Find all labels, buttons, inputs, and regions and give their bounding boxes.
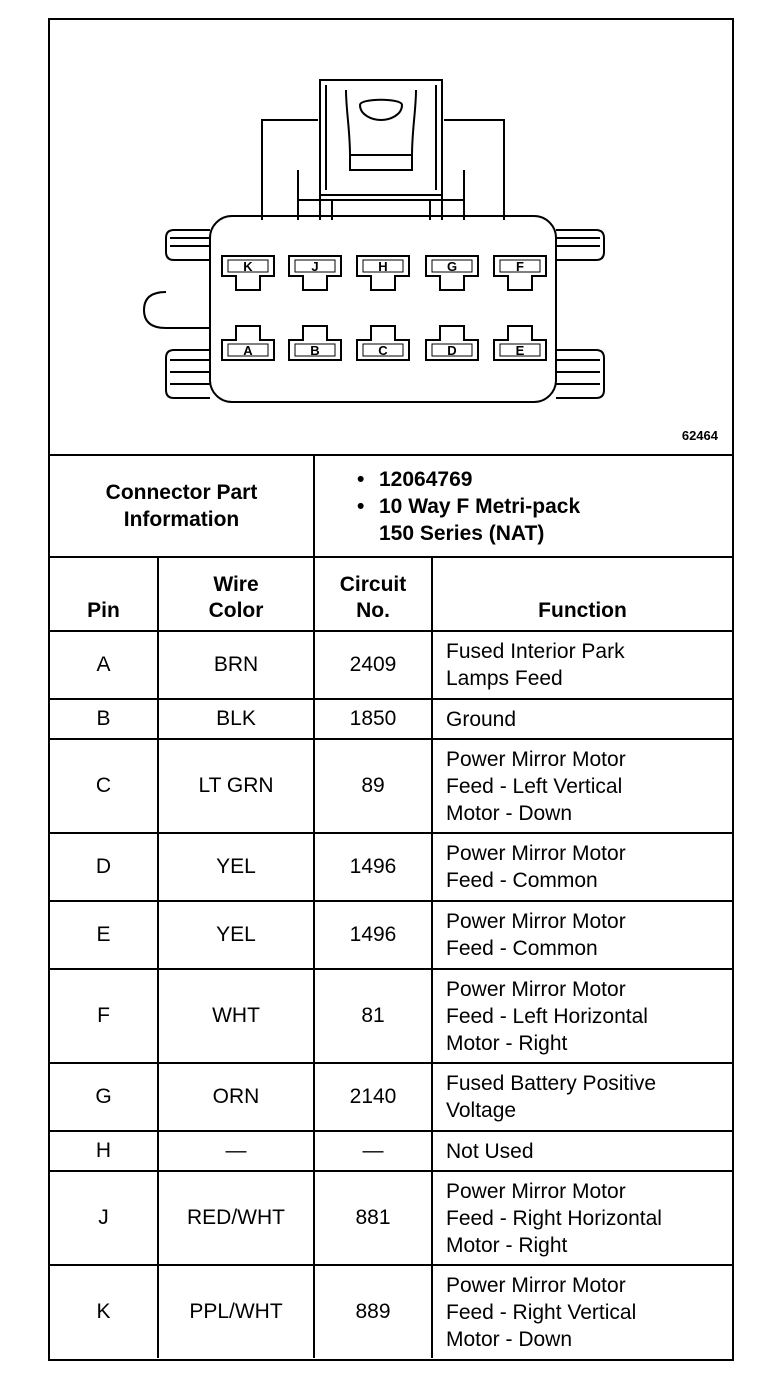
function-line: Power Mirror Motor: [446, 977, 626, 1001]
pin-label-e: E: [515, 343, 525, 358]
wire-color-cell: ORN: [158, 1063, 314, 1131]
function-line: Power Mirror Motor: [446, 842, 626, 865]
header-function: Function: [432, 557, 732, 631]
function-line: Power Mirror Motor: [446, 747, 626, 771]
circuit-cell: 1496: [314, 833, 432, 901]
circuit-cell: 2409: [314, 631, 432, 699]
pin-row-c: [50, 739, 732, 833]
circuit-cell: 1850: [314, 699, 432, 739]
function-line: Feed - Common: [446, 869, 598, 892]
function-line: Fused Battery Positive: [446, 1072, 657, 1095]
function-line: Motor - Right: [446, 1233, 568, 1257]
pin-label-d: D: [447, 343, 457, 358]
function-cell: [432, 1063, 732, 1131]
circuit-cell: 881: [314, 1171, 432, 1265]
pinout-table: [50, 456, 732, 1358]
circuit-cell: —: [314, 1131, 432, 1171]
pin-label-k: K: [243, 259, 253, 274]
pin-cell: E: [50, 901, 158, 969]
pin-label-h: H: [378, 259, 388, 274]
pin-label-a: A: [243, 343, 253, 358]
function-line: Lamps Feed: [446, 667, 563, 690]
function-line: Feed - Right Horizontal: [446, 1206, 662, 1230]
function-cell: [432, 833, 732, 901]
part-info-label-line1: Connector Part: [105, 481, 258, 504]
function-cell: [432, 969, 732, 1063]
function-cell: [432, 739, 732, 833]
part-info-row: [50, 456, 732, 557]
pin-cell: H: [50, 1131, 158, 1171]
connector-type-line1: 10 Way F Metri-pack: [379, 494, 581, 518]
header-wire-color: Wire Color: [158, 557, 314, 631]
pin-cell: F: [50, 969, 158, 1063]
function-line: Power Mirror Motor: [446, 910, 626, 933]
pin-row-g: [50, 1063, 732, 1131]
pin-row-j: [50, 1171, 732, 1265]
pin-label-b: B: [310, 343, 320, 358]
top-pin-row: [222, 256, 546, 290]
bullet-icon: •: [357, 494, 365, 518]
pin-row-k: [50, 1265, 732, 1358]
function-line: Feed - Left Vertical: [446, 774, 623, 798]
wire-color-cell: PPL/WHT: [158, 1265, 314, 1358]
circuit-cell: 2140: [314, 1063, 432, 1131]
header-pin: Pin: [50, 557, 158, 631]
circuit-cell: 1496: [314, 901, 432, 969]
wire-color-cell: BLK: [158, 699, 314, 739]
pin-cell: A: [50, 631, 158, 699]
pin-cavity-g: [426, 256, 478, 290]
function-cell: [432, 1265, 732, 1358]
bullet-icon: •: [357, 467, 365, 491]
part-info-details: [314, 456, 732, 557]
function-cell: [432, 1131, 732, 1171]
function-cell: [432, 631, 732, 699]
function-line: Not Used: [446, 1139, 534, 1163]
pin-label-c: C: [378, 343, 388, 358]
function-line: Feed - Common: [446, 937, 598, 960]
function-cell: [432, 901, 732, 969]
circuit-cell: 81: [314, 969, 432, 1063]
wire-color-cell: WHT: [158, 969, 314, 1063]
circuit-cell: 889: [314, 1265, 432, 1358]
wire-color-cell: BRN: [158, 631, 314, 699]
part-info-label: [50, 456, 314, 557]
connector-diagram-area: [50, 20, 732, 456]
pin-cell: B: [50, 699, 158, 739]
function-line: Motor - Right: [446, 1031, 568, 1055]
function-line: Motor - Down: [446, 801, 573, 825]
function-line: Motor - Down: [446, 1327, 573, 1351]
connector-type-item: [355, 493, 732, 547]
wire-color-cell: RED/WHT: [158, 1171, 314, 1265]
wire-color-cell: —: [158, 1131, 314, 1171]
function-line: Ground: [446, 707, 517, 731]
pin-cavity-e: [494, 326, 546, 360]
pin-cavity-b: [289, 326, 341, 360]
function-line: Power Mirror Motor: [446, 1179, 626, 1203]
function-cell: [432, 699, 732, 739]
pin-row-d: [50, 833, 732, 901]
function-line: Feed - Left Horizontal: [446, 1004, 648, 1028]
function-cell: [432, 1171, 732, 1265]
connector-type-line2: 150 Series (NAT): [379, 521, 545, 545]
pin-cavity-j: [289, 256, 341, 290]
pin-label-j: J: [311, 259, 319, 274]
pin-cavity-a: [222, 326, 274, 360]
pin-cell: D: [50, 833, 158, 901]
wire-color-cell: YEL: [158, 901, 314, 969]
pin-cell: K: [50, 1265, 158, 1358]
pin-cell: G: [50, 1063, 158, 1131]
pin-cavity-f: [494, 256, 546, 290]
header-row: [50, 557, 732, 631]
wire-color-cell: LT GRN: [158, 739, 314, 833]
part-info-label-line2: Information: [123, 508, 240, 531]
connector-diagram: [50, 20, 732, 452]
pin-cell: J: [50, 1171, 158, 1265]
function-line: Voltage: [446, 1099, 517, 1122]
pin-row-b: [50, 699, 732, 739]
pin-cell: C: [50, 739, 158, 833]
function-line: Feed - Right Vertical: [446, 1300, 637, 1324]
pin-row-e: [50, 901, 732, 969]
pin-cavity-k: [222, 256, 274, 290]
pin-row-f: [50, 969, 732, 1063]
pin-cavity-d: [426, 326, 478, 360]
pin-label-g: G: [446, 259, 458, 274]
part-number-item: [355, 466, 732, 493]
part-number: 12064769: [379, 467, 473, 491]
pin-row-a: [50, 631, 732, 699]
wire-color-cell: YEL: [158, 833, 314, 901]
pin-label-f: F: [516, 259, 524, 274]
function-line: Power Mirror Motor: [446, 1273, 626, 1297]
pin-cavity-c: [357, 326, 409, 360]
header-circuit-no: Circuit No.: [314, 557, 432, 631]
bottom-pin-row: [222, 326, 546, 360]
pin-cavity-h: [357, 256, 409, 290]
connector-chart: [48, 18, 734, 1361]
function-line: Fused Interior Park: [446, 640, 625, 663]
figure-number: 62464: [681, 428, 718, 443]
circuit-cell: 89: [314, 739, 432, 833]
pin-row-h: [50, 1131, 732, 1171]
